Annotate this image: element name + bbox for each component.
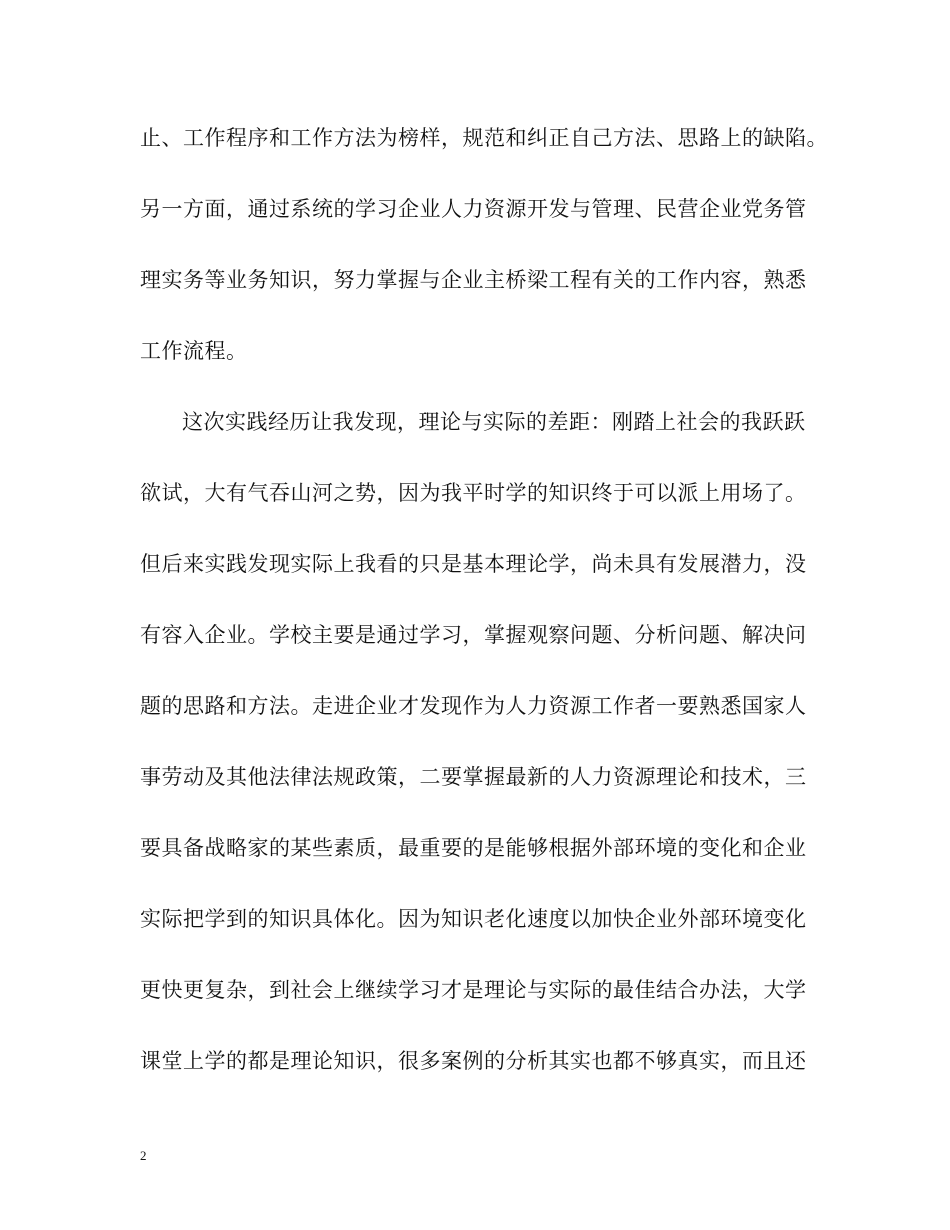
text-line: 理实务等业务知识，努力掌握与企业主桥梁工程有关的工作内容，熟悉: [140, 268, 807, 292]
text-line: 另一方面，通过系统的学习企业人力资源开发与管理、民营企业党务管: [140, 197, 807, 221]
text-line: 实际把学到的知识具体化。因为知识老化速度以加快企业外部环境变化: [140, 907, 807, 931]
text-line: 课堂上学的都是理论知识，很多案例的分析其实也都不够真实，而且还: [140, 1049, 807, 1073]
text-line: 但后来实践发现实际上我看的只是基本理论学，尚未具有发展潜力，没: [140, 552, 807, 576]
paragraph-start-line: 这次实践经历让我发现，理论与实际的差距：刚踏上社会的我跃跃: [182, 410, 806, 434]
text-line: 要具备战略家的某些素质，最重要的是能够根据外部环境的变化和企业: [140, 836, 807, 860]
text-line: 欲试，大有气吞山河之势，因为我平时学的知识终于可以派上用场了。: [140, 481, 807, 505]
text-line: 题的思路和方法。走进企业才发现作为人力资源工作者一要熟悉国家人: [140, 694, 807, 718]
text-line: 工作流程。: [140, 339, 248, 363]
page-number: 2: [140, 1148, 147, 1163]
text-line: 止、工作程序和工作方法为榜样，规范和纠正自己方法、思路上的缺陷。: [140, 126, 828, 150]
text-line: 更快更复杂，到社会上继续学习才是理论与实际的最佳结合办法，大学: [140, 978, 807, 1002]
text-line: 有容入企业。学校主要是通过学习，掌握观察问题、分析问题、解决问: [140, 623, 807, 647]
document-body: [140, 126, 830, 1120]
text-line: 事劳动及其他法律法规政策，二要掌握最新的人力资源理论和技术，三: [140, 765, 807, 789]
